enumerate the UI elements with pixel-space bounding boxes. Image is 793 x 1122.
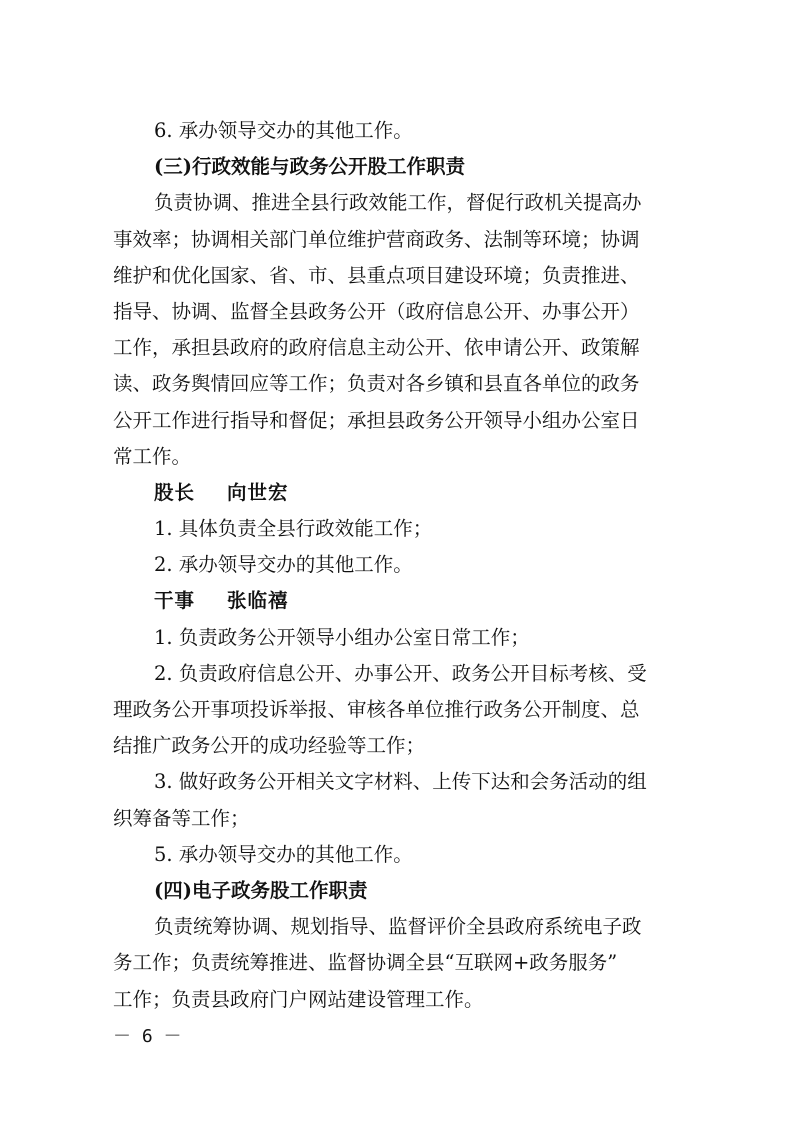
section-3-paragraph-line-2: 事效率；协调相关部门单位维护营商政务、法制等环境；协调 [113, 227, 640, 251]
section-chief-duty-1: 1. 具体负责全县行政效能工作； [154, 517, 433, 541]
section-4-paragraph-line-2: 务工作；负责统筹推进、监督协调全县“互联网+政务服务” [113, 951, 618, 975]
section-3-paragraph-line-3: 维护和优化国家、省、市、县重点项目建设环境；负责推进、 [113, 263, 640, 287]
section-chief-title: 股长 [154, 480, 196, 504]
section-3-paragraph-line-8: 常工作。 [113, 444, 192, 468]
section-4-heading: (四)电子政务股工作职责 [154, 878, 368, 902]
section-3-paragraph-line-1: 负责协调、推进全县行政效能工作，督促行政机关提高办 [154, 191, 642, 215]
section-chief-header [113, 475, 685, 511]
section-3-paragraph-line-4: 指导、协调、监督全县政务公开（政府信息公开、办事公开） [113, 299, 640, 323]
staff-duty-line-6: 织筹备等工作； [113, 806, 250, 830]
staff-duty-line-1: 1. 负责政务公开领导小组办公室日常工作； [154, 625, 530, 649]
section-4-paragraph-line-3: 工作；负责县政府门户网站建设管理工作。 [113, 987, 484, 1011]
section-3-heading: (三)行政效能与政务公开股工作职责 [154, 155, 465, 179]
document-body [113, 113, 685, 1018]
section-chief-duty-2: 2. 承办领导交办的其他工作。 [154, 553, 413, 577]
section-3-paragraph-line-6: 读、政务舆情回应等工作；负责对各乡镇和县直各单位的政务 [113, 372, 640, 396]
staff-member-title: 干事 [154, 589, 196, 613]
staff-member-header [113, 583, 685, 619]
staff-duty-line-5: 3. 做好政务公开相关文字材料、上传下达和会务活动的组 [154, 770, 647, 794]
section-3-paragraph-line-7: 公开工作进行指导和督促；承担县政务公开领导小组办公室日 [113, 408, 640, 432]
page-number: － 6 － [113, 1026, 182, 1047]
section-3-paragraph-line-5: 工作，承担县政府的政府信息主动公开、依申请公开、政策解 [113, 336, 640, 360]
staff-duty-line-4: 结推广政务公开的成功经验等工作； [113, 734, 426, 758]
item-6-text: 6. 承办领导交办的其他工作。 [154, 119, 413, 142]
staff-member-name: 张临禧 [227, 589, 289, 613]
staff-duty-line-2: 2. 负责政府信息公开、办事公开、政务公开目标考核、受 [154, 661, 647, 685]
section-4-paragraph-line-1: 负责统筹协调、规划指导、监督评价全县政府系统电子政 [154, 915, 642, 939]
section-chief-name: 向世宏 [227, 480, 289, 504]
staff-duty-line-7: 5. 承办领导交办的其他工作。 [154, 842, 413, 866]
staff-duty-line-3: 理政务公开事项投诉举报、审核各单位推行政务公开制度、总 [113, 698, 640, 721]
